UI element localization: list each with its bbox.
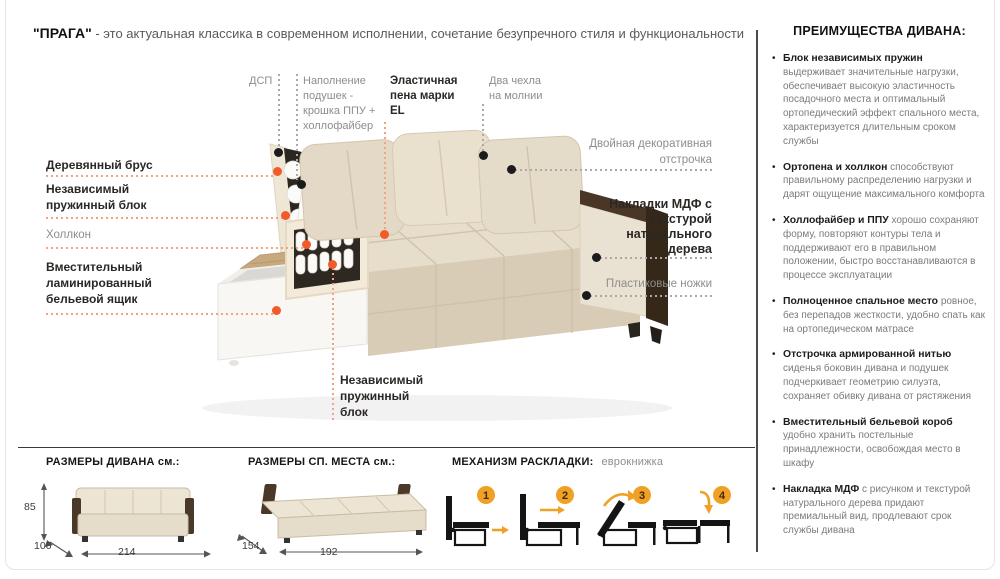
mechanism-header: МЕХАНИЗМ РАСКЛАДКИ: еврокнижка — [452, 456, 664, 468]
callout-line-stitching — [515, 169, 712, 171]
mechanism-step-2 — [512, 484, 586, 554]
advantage-item: • Накладка МДФ с рисунком и текстурой натурального дерева придают премиальный вид, продлевают срок службы дивана — [772, 483, 987, 538]
dim-bed-depth: 154 — [242, 540, 260, 552]
callout-line-dsp — [278, 74, 280, 148]
callout-dsp: ДСП — [249, 75, 273, 87]
page-title — [33, 25, 744, 41]
callout-spring-bottom: Независимый пружинный блок — [340, 373, 424, 419]
callout-line-spring-bottom — [332, 268, 334, 422]
step-number: 1 — [482, 490, 490, 502]
step-number: 3 — [638, 490, 646, 502]
advantage-item: • Полноценное спальное место ровное, без перепадов жесткости, удобно спать как на ортопедическом матрасе — [772, 295, 987, 336]
step-number: 2 — [561, 490, 569, 502]
callout-hollcon: Холлкон — [46, 229, 92, 241]
callout-line-beam — [46, 175, 273, 177]
callout-line-legs — [590, 295, 712, 297]
advantage-item: • Холлофайбер и ППУ хорошо сохраняют форму, повторяют контуры тела и поддерживают его в правильном положении, быстро восстанавливаются в процессе эксплуатации — [772, 214, 987, 283]
marker-dot-hollcon — [302, 240, 311, 249]
mechanism-step-1 — [438, 484, 512, 554]
callout-filling: Наполнение подушек - крошка ППУ + холлофайбер — [303, 75, 376, 132]
dim-bed-width: 192 — [320, 546, 338, 558]
callout-line-drawer — [46, 313, 273, 315]
callout-spring-left: Независимый пружинный блок — [46, 182, 147, 212]
callout-line-mdf — [600, 257, 712, 259]
marker-dot-beam — [273, 167, 282, 176]
callout-line-foam — [384, 122, 386, 230]
product-description: - это актуальная классика в современном исполнении, сочетание безупречного стиля и функциональности — [91, 26, 745, 41]
callout-drawer: Вместительный ламинированный бельевой ящик — [46, 260, 152, 306]
marker-dot-spring-left — [281, 211, 290, 220]
marker-dot-mdf — [592, 253, 601, 262]
marker-dot-spring-bottom — [328, 260, 337, 269]
callout-beam: Деревянный брус — [46, 158, 153, 172]
marker-dot-legs — [582, 291, 591, 300]
dim-sofa-depth: 106 — [34, 540, 52, 552]
product-name: "ПРАГА" — [33, 25, 92, 41]
advantages-list — [772, 52, 987, 538]
marker-dot-filling — [297, 180, 306, 189]
advantage-item: • Вместительный бельевой короб удобно хранить постельные принадлежности, освобождая место в шкафу — [772, 416, 987, 471]
callout-line-hollcon — [46, 247, 303, 249]
advantages-panel — [772, 24, 987, 550]
callout-stitching: Двойная декоративная отстрочка — [589, 138, 712, 166]
bed-dims-header: РАЗМЕРЫ СП. МЕСТА см.: — [248, 456, 396, 468]
sofa-dims-header: РАЗМЕРЫ ДИВАНА см.: — [46, 456, 180, 468]
step-number: 4 — [718, 490, 726, 502]
advantage-item: • Блок независимых пружин выдерживает значительные нагрузки, обеспечивает высокую эластичность посадочного места и оптимальный ортопедический эффект спального места, характеризуется длительным сроком службы — [772, 52, 987, 149]
mechanism-step-4 — [658, 484, 734, 554]
marker-dot-dsp — [274, 148, 283, 157]
advantages-header: ПРЕИМУЩЕСТВА ДИВАНА: — [793, 24, 966, 38]
marker-dot-drawer — [272, 306, 281, 315]
marker-dot-covers — [479, 151, 488, 160]
callout-line-spring-left — [46, 217, 282, 219]
marker-dot-stitching — [507, 165, 516, 174]
mechanism-step-3 — [586, 484, 660, 554]
vertical-divider — [756, 30, 758, 552]
dim-sofa-width: 214 — [118, 546, 136, 558]
callout-line-filling — [296, 74, 298, 180]
bottom-divider — [18, 447, 755, 448]
callout-legs: Пластиковые ножки — [605, 278, 712, 290]
callout-foam: Эластичная пена марки EL — [390, 75, 458, 117]
dim-sofa-height: 85 — [24, 501, 36, 513]
marker-dot-foam — [380, 230, 389, 239]
callout-line-covers — [482, 104, 484, 151]
mechanism-type: еврокнижка — [601, 456, 664, 468]
advantage-item: • Ортопена и холлкон способствуют правильному распределению нагрузки и дарят ощущение максимального комфорта — [772, 161, 987, 202]
advantage-item: • Отстрочка армированной нитью сиденья боковин дивана и подушек подчеркивает геометрию силуэта, сохраняет обивку дивана от рястяжения — [772, 348, 987, 403]
callout-covers: Два чехла на молнии — [489, 75, 543, 102]
callout-mdf: Накладки МДФ с текстурой натурального дерева — [609, 197, 712, 256]
